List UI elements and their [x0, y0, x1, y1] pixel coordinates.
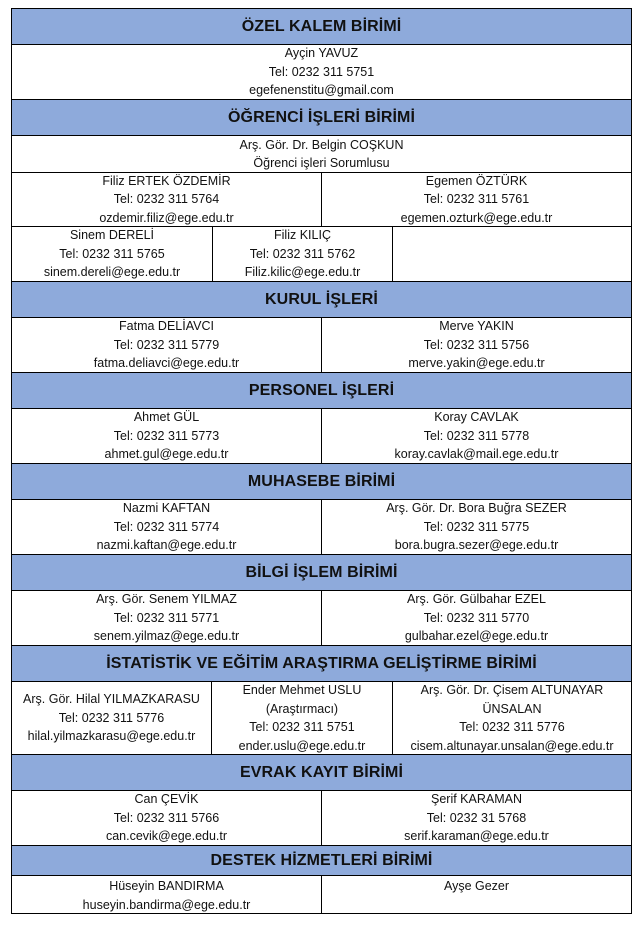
contact-email[interactable]: sinem.dereli@ege.edu.tr	[43, 265, 181, 280]
contact-name: Arş. Gör. Hilal YILMAZKARASU	[23, 692, 200, 707]
contact-email[interactable]: gulbahar.ezel@ege.edu.tr	[404, 629, 549, 644]
contact-email[interactable]: fatma.deliavci@ege.edu.tr	[93, 356, 240, 371]
contact-name: Arş. Gör. Gülbahar EZEL	[407, 592, 546, 607]
contact-name: Arş. Gör. Dr. Belgin COŞKUN	[239, 137, 404, 152]
contact-cell	[392, 681, 632, 755]
contact-email[interactable]: senem.yilmaz@ege.edu.tr	[93, 629, 240, 644]
contact-phone: Tel: 0232 311 5751	[268, 64, 375, 79]
contact-name: Nazmi KAFTAN	[122, 501, 211, 516]
contact-cell-head	[11, 135, 632, 173]
contact-directory-table	[11, 9, 632, 914]
contact-email[interactable]: Filiz.kilic@ege.edu.tr	[244, 265, 361, 280]
contact-name-cont: ÜNSALAN	[482, 701, 542, 716]
contact-name: Fatma DELİAVCI	[119, 319, 214, 334]
contact-email[interactable]: ozdemir.filiz@ege.edu.tr	[99, 210, 234, 225]
contact-name: Arş. Gör. Dr. Bora Buğra SEZER	[386, 501, 567, 516]
contact-email[interactable]: can.cevik@ege.edu.tr	[105, 829, 228, 844]
contact-cell	[211, 681, 393, 755]
contact-cell	[11, 408, 322, 464]
section-header-destek: DESTEK HİZMETLERİ BİRİMİ	[11, 845, 632, 876]
contact-cell	[11, 499, 322, 555]
contact-name: Filiz KILIÇ	[274, 228, 331, 243]
contact-phone: Tel: 0232 311 5779	[113, 337, 220, 352]
contact-email[interactable]: nazmi.kaftan@ege.edu.tr	[96, 538, 237, 553]
contact-name: Filiz ERTEK ÖZDEMİR	[102, 173, 231, 188]
contact-cell	[11, 172, 322, 227]
contact-cell	[321, 590, 632, 646]
contact-name: Koray CAVLAK	[434, 410, 519, 425]
contact-name: Ayçin YAVUZ	[284, 46, 359, 61]
contact-cell	[321, 875, 632, 914]
contact-cell	[11, 681, 212, 755]
section-header-bilgi-islem: BİLGİ İŞLEM BİRİMİ	[11, 554, 632, 591]
contact-email[interactable]: merve.yakin@ege.edu.tr	[408, 356, 545, 371]
contact-name: Hüseyin BANDIRMA	[109, 879, 224, 893]
contact-email[interactable]: serif.karaman@ege.edu.tr	[404, 829, 549, 844]
contact-phone: Tel: 0232 311 5761	[423, 192, 530, 207]
contact-cell	[11, 44, 632, 100]
contact-email[interactable]: bora.bugra.sezer@ege.edu.tr	[394, 538, 559, 553]
contact-phone: Tel: 0232 311 5771	[113, 610, 220, 625]
contact-name: Merve YAKIN	[439, 319, 514, 334]
section-header-muhasebe: MUHASEBE BİRİMİ	[11, 463, 632, 500]
contact-phone: Tel: 0232 311 5762	[249, 246, 356, 261]
contact-phone: Tel: 0232 311 5751	[249, 720, 355, 734]
contact-name: Ahmet GÜL	[133, 410, 200, 425]
section-header-personel: PERSONEL İŞLERİ	[11, 372, 632, 409]
contact-phone: Tel: 0232 311 5773	[113, 428, 220, 443]
contact-email[interactable]: ahmet.gul@ege.edu.tr	[104, 447, 229, 462]
contact-phone: Tel: 0232 31 5768	[426, 810, 527, 825]
contact-name: Ender Mehmet USLU	[242, 683, 362, 697]
contact-name: Arş. Gör. Dr. Çisem ALTUNAYAR	[420, 683, 604, 697]
contact-name: Sinem DERELİ	[69, 228, 155, 243]
contact-email[interactable]: ender.uslu@ege.edu.tr	[238, 738, 366, 753]
contact-cell	[11, 790, 322, 846]
contact-email[interactable]: huseyin.bandirma@ege.edu.tr	[82, 897, 251, 912]
contact-name: Ayşe Gezer	[443, 879, 510, 893]
section-header-ogrenci: ÖĞRENCİ İŞLERİ BİRİMİ	[11, 99, 632, 136]
contact-name: Egemen ÖZTÜRK	[425, 173, 528, 188]
contact-cell	[11, 317, 322, 373]
contact-role: (Araştırmacı)	[265, 701, 339, 716]
contact-phone: Tel: 0232 311 5765	[59, 246, 165, 261]
contact-phone: Tel: 0232 311 5776	[459, 720, 565, 734]
contact-email[interactable]: koray.cavlak@mail.ege.edu.tr	[394, 447, 559, 462]
contact-phone: Tel: 0232 311 5756	[423, 337, 530, 352]
section-header-ozel-kalem: ÖZEL KALEM BİRİMİ	[11, 8, 632, 45]
section-header-kurul: KURUL İŞLERİ	[11, 281, 632, 318]
contact-role: Öğrenci işleri Sorumlusu	[253, 156, 390, 170]
contact-name: Şerif KARAMAN	[431, 792, 522, 807]
contact-cell	[11, 226, 213, 282]
contact-cell	[212, 226, 393, 282]
contact-phone: Tel: 0232 311 5764	[113, 192, 220, 207]
contact-phone: Tel: 0232 311 5770	[423, 610, 530, 625]
contact-email[interactable]: cisem.altunayar.unsalan@ege.edu.tr	[410, 738, 614, 753]
contact-phone: Tel: 0232 311 5778	[423, 428, 530, 443]
contact-cell	[321, 790, 632, 846]
contact-cell	[11, 590, 322, 646]
contact-cell	[321, 408, 632, 464]
contact-cell	[321, 172, 632, 227]
empty-cell	[392, 226, 632, 282]
contact-name: Can ÇEVİK	[134, 792, 199, 807]
contact-phone: Tel: 0232 311 5776	[58, 710, 165, 725]
contact-email[interactable]: hilal.yilmazkarasu@ege.edu.tr	[27, 729, 196, 744]
contact-phone: Tel: 0232 311 5766	[113, 810, 220, 825]
section-header-evrak-kayit: EVRAK KAYIT BİRİMİ	[11, 754, 632, 791]
contact-email[interactable]: egemen.ozturk@ege.edu.tr	[400, 210, 553, 225]
contact-email[interactable]: egefenenstitu@gmail.com	[249, 83, 394, 98]
contact-phone: Tel: 0232 311 5774	[113, 519, 220, 534]
contact-cell	[321, 317, 632, 373]
contact-name: Arş. Gör. Senem YILMAZ	[96, 592, 237, 607]
section-header-istatistik: İSTATİSTİK VE EĞİTİM ARAŞTIRMA GELİŞTİRME BİRİMİ	[11, 645, 632, 682]
contact-cell	[321, 499, 632, 555]
contact-phone: Tel: 0232 311 5775	[423, 519, 530, 534]
contact-cell	[11, 875, 322, 914]
